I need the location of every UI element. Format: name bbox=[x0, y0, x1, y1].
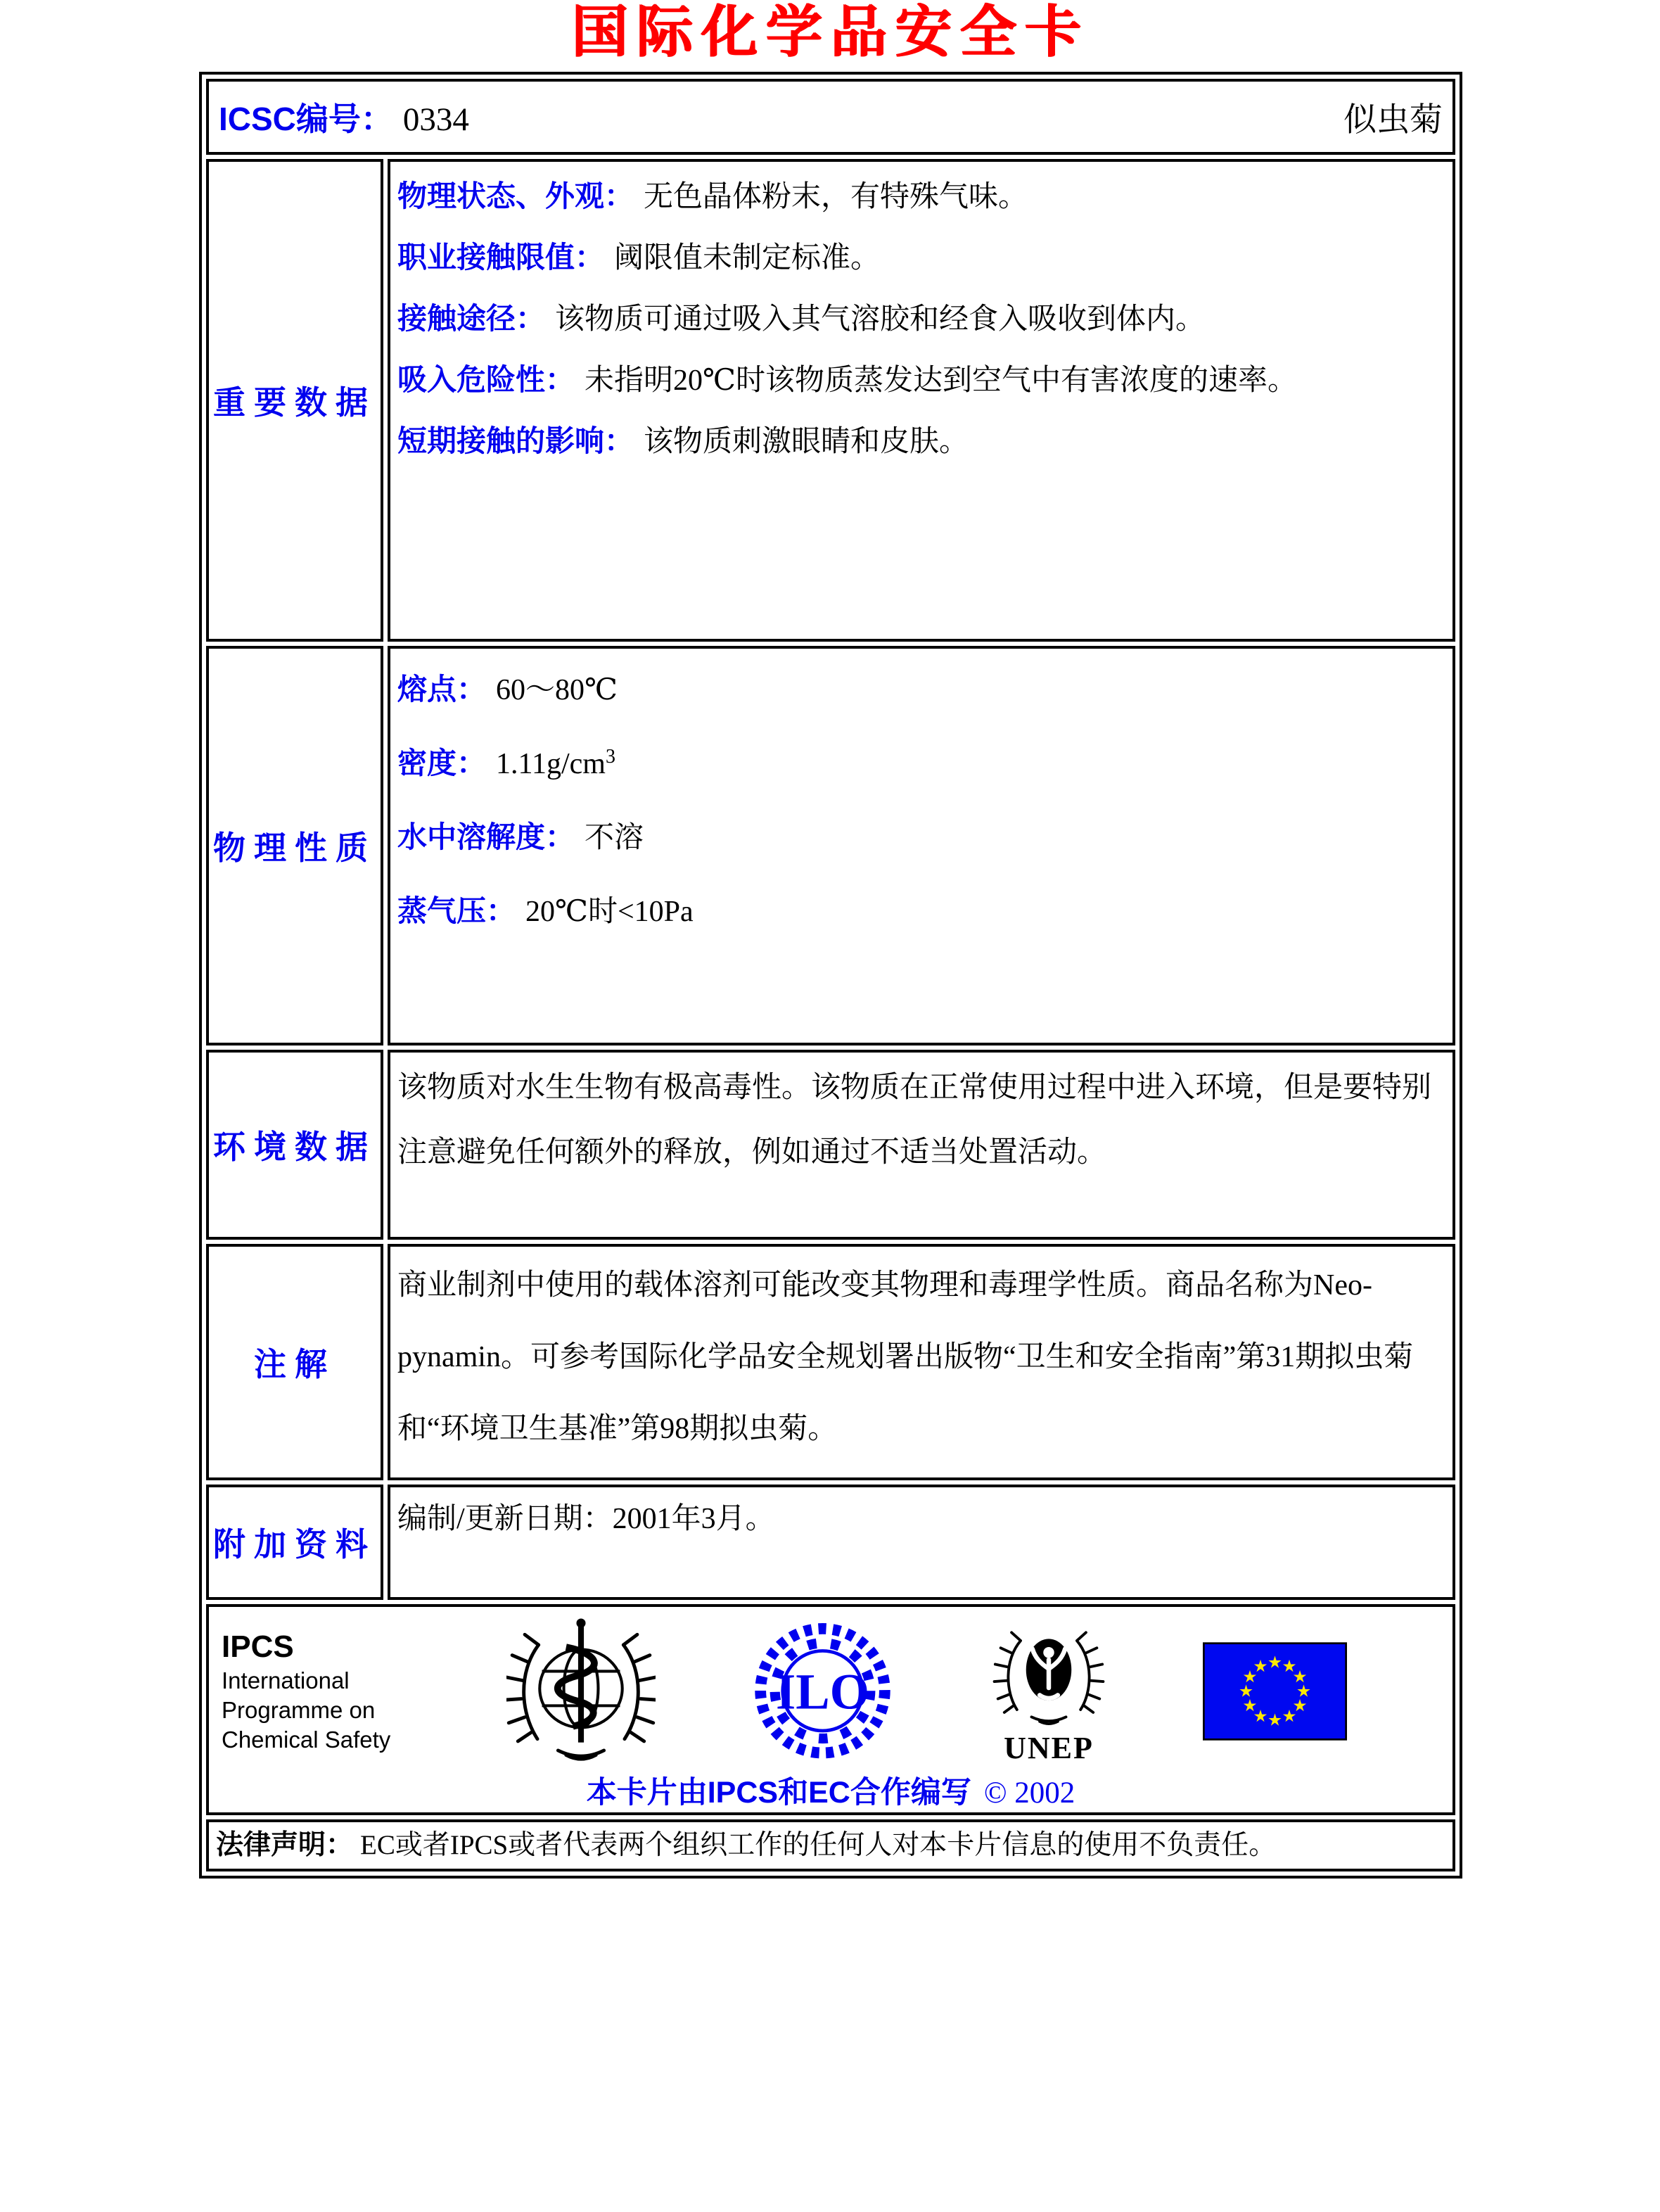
ipcs-line: Chemical Safety bbox=[222, 1727, 391, 1753]
page-title: 国际化学品安全卡 bbox=[571, 2, 1089, 64]
environmental-data-row bbox=[206, 1050, 1455, 1240]
additional-info-text: 编制/更新日期：2001年3月。 bbox=[397, 1503, 775, 1536]
header-row bbox=[206, 79, 1455, 155]
field-exposure-limit bbox=[397, 227, 1443, 288]
physical-properties-content bbox=[388, 646, 1455, 1045]
field-label: 蒸气压： bbox=[397, 894, 516, 928]
legal-text: EC或者IPCS或者代表两个组织工作的任何人对本卡片信息的使用不负责任。 bbox=[360, 1830, 1277, 1861]
environmental-data-text: 该物质对水生生物有极高毒性。该物质在正常使用过程中进入环境，但是要特别注意避免任何额外的释放，例如通过不适当处置活动。 bbox=[397, 1072, 1432, 1169]
field-value: 该物质刺激眼睛和皮肤。 bbox=[644, 426, 969, 459]
important-data-row bbox=[206, 159, 1455, 642]
field-value: 该物质可通过吸入其气溶胶和经食入吸收到体内。 bbox=[555, 303, 1206, 336]
icsc-card-table bbox=[199, 72, 1462, 1879]
field-melting-point bbox=[397, 653, 1443, 727]
notes-row bbox=[206, 1244, 1455, 1480]
additional-info-content bbox=[388, 1485, 1455, 1600]
field-value: 不溶 bbox=[585, 822, 644, 855]
legal-notice-row bbox=[206, 1819, 1455, 1871]
notes-content bbox=[388, 1244, 1455, 1480]
ilo-logo-icon bbox=[751, 1615, 895, 1768]
section-label-important-data: 重要数据 bbox=[206, 159, 383, 642]
field-value-superscript: 3 bbox=[605, 746, 615, 768]
ipcs-line: International bbox=[222, 1667, 350, 1693]
physical-properties-row bbox=[206, 646, 1455, 1045]
field-label: 职业接触限值： bbox=[397, 241, 605, 274]
section-label-additional-info: 附加资料 bbox=[206, 1485, 383, 1600]
field-label: 水中溶解度： bbox=[397, 820, 575, 854]
section-label-notes: 注解 bbox=[206, 1244, 383, 1480]
caption-text: 本卡片由IPCS和EC合作编写 bbox=[586, 1775, 971, 1810]
additional-info-row bbox=[206, 1485, 1455, 1600]
copyright-text: © 2002 bbox=[983, 1776, 1075, 1810]
unep-label: UNEP bbox=[1004, 1730, 1094, 1765]
ipcs-acronym: IPCS bbox=[222, 1629, 294, 1664]
field-value: 60～80℃ bbox=[496, 674, 618, 707]
field-label: 吸入危险性： bbox=[397, 363, 575, 397]
cooperation-caption bbox=[209, 1775, 1452, 1812]
field-label: 密度： bbox=[397, 746, 487, 780]
field-exposure-routes bbox=[397, 288, 1443, 350]
ilo-label: ILO bbox=[776, 1663, 869, 1720]
eu-flag-icon bbox=[1203, 1642, 1347, 1741]
field-value: 20℃时<10Pa bbox=[525, 896, 694, 929]
field-value: 未指明20℃时该物质蒸发达到空气中有害浓度的速率。 bbox=[585, 364, 1298, 398]
icsc-number-group bbox=[219, 94, 469, 140]
icsc-number-value: 0334 bbox=[402, 101, 469, 139]
environmental-data-content bbox=[388, 1050, 1455, 1240]
important-data-content bbox=[388, 159, 1455, 642]
icsc-number-label: ICSC编号： bbox=[219, 101, 393, 138]
legal-label: 法律声明： bbox=[216, 1830, 354, 1861]
field-label: 物理状态、外观： bbox=[397, 179, 634, 213]
field-label: 熔点： bbox=[397, 673, 487, 706]
field-label: 短期接触的影响： bbox=[397, 424, 634, 458]
field-short-term-effects bbox=[397, 411, 1443, 472]
section-label-physical-properties: 物理性质 bbox=[206, 646, 383, 1045]
field-density bbox=[397, 727, 1443, 801]
field-water-solubility bbox=[397, 801, 1443, 875]
field-value: 无色晶体粉末，有特殊气味。 bbox=[644, 181, 1028, 214]
field-inhalation-risk bbox=[397, 350, 1443, 411]
unep-logo-icon bbox=[990, 1619, 1108, 1764]
field-label: 接触途径： bbox=[397, 302, 546, 336]
field-value: 1.11g/cm bbox=[496, 748, 606, 781]
chemical-name: 似虫菊 bbox=[1343, 101, 1443, 139]
who-logo-icon bbox=[506, 1615, 656, 1768]
ipcs-text-block bbox=[222, 1627, 411, 1755]
field-physical-state bbox=[397, 166, 1443, 227]
field-value: 阈限值未制定标准。 bbox=[614, 242, 881, 275]
section-label-environmental-data: 环境数据 bbox=[206, 1050, 383, 1240]
field-vapor-pressure bbox=[397, 875, 1443, 948]
notes-text: 商业制剂中使用的载体溶剂可能改变其物理和毒理学性质。商品名称为Neo-pynamin。可参考国际化学品安全规划署出版物“卫生和安全指南”第31期拟虫菊和“环境卫生基准”第98期拟虫菊。 bbox=[397, 1269, 1414, 1446]
ipcs-line: Programme on bbox=[222, 1696, 376, 1723]
logos-row bbox=[206, 1604, 1455, 1815]
